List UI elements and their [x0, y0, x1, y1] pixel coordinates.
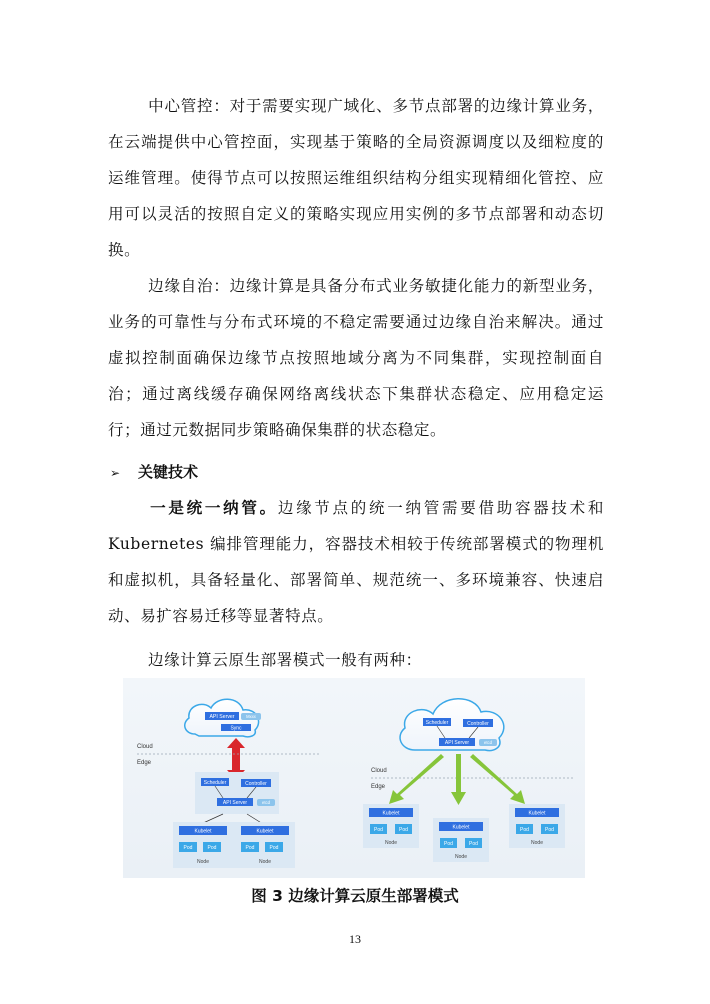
- right-node-1-label: Node: [385, 840, 397, 846]
- left-node-1-kubelet: Kubelet: [194, 828, 212, 835]
- right-zone-cloud-label: Cloud: [371, 768, 387, 774]
- left-node-2-pod-a: Pod: [245, 845, 255, 851]
- left-apiserver-label: API Server: [222, 800, 248, 806]
- left-node-2-pod-b: Pod: [269, 845, 279, 851]
- paragraph-central-control: 中心管控：对于需要实现广域化、多节点部署的边缘计算业务，在云端提供中心管控面，实现基于策略的全局资源调度以及细粒度的运维管理。使得节点可以按照运维组织结构分组实现精细化管控、应用可以灵活的按照自定义的策略实现应用实例的多节点部署和动态切换。: [108, 97, 604, 259]
- right-node-3-kubelet: Kubelet: [528, 810, 546, 817]
- left-node-2-kubelet: Kubelet: [256, 828, 274, 835]
- left-cloud-tag-label: Mxxx: [246, 714, 256, 719]
- right-node-1-pod-b: Pod: [399, 827, 408, 833]
- left-etcd-label: etcd: [262, 800, 270, 805]
- right-node-3: [509, 804, 565, 848]
- right-node-2-kubelet: Kubelet: [452, 824, 470, 831]
- right-node-1-pod-a: Pod: [374, 827, 383, 833]
- right-node-1: [363, 804, 419, 848]
- paragraph-unified-management: [108, 490, 604, 634]
- right-node-2-pod-b: Pod: [469, 841, 478, 847]
- figure-caption: 图 3 边缘计算云原生部署模式: [251, 887, 459, 905]
- left-zone-cloud-label: Cloud: [137, 744, 153, 750]
- left-node-1-pod-a: Pod: [183, 845, 193, 851]
- right-node-1-kubelet: Kubelet: [382, 810, 400, 817]
- left-control-plane: [195, 772, 279, 814]
- left-cloud: [185, 699, 261, 737]
- page-number: 13: [349, 932, 361, 946]
- right-node-2-pod-a: Pod: [444, 841, 453, 847]
- left-node-1: [173, 822, 235, 868]
- left-node-1-label: Node: [197, 859, 209, 865]
- paragraph-intro: 边缘计算云原生部署模式一般有两种：: [148, 651, 422, 669]
- right-green-arrows: [389, 754, 525, 805]
- right-zone-edge-label: Edge: [371, 784, 386, 790]
- right-apiserver-label: API Server: [444, 740, 470, 746]
- right-node-3-label: Node: [531, 840, 543, 846]
- right-controller-label: Controller: [467, 721, 489, 727]
- bullet-label: 关键技术: [138, 463, 199, 481]
- right-cloud: [400, 699, 504, 751]
- right-node-2: [433, 818, 489, 862]
- arrow-bullet-icon: ➢: [110, 466, 121, 480]
- right-node-3-pod-b: Pod: [545, 827, 554, 833]
- deployment-figure: [123, 678, 585, 878]
- left-cloud-sync-label: Sync: [230, 725, 242, 732]
- left-controller-label: Controller: [245, 781, 267, 787]
- right-scheduler-label: Scheduler: [425, 720, 449, 726]
- deployment-diagram: [123, 678, 585, 878]
- lead-text: 一是统一纳管。: [148, 499, 278, 517]
- left-node-2: [235, 822, 295, 868]
- body-text: 边缘节点的统一纳管需要借助容器技术和 Kubernetes 编排管理能力，容器技术相较于传统部署模式的物理机和虚拟机，具备轻量化、部署简单、规范统一、多环境兼容、快速启动、易扩容易迁移等显著特点。: [108, 499, 604, 625]
- right-node-3-pod-a: Pod: [520, 827, 529, 833]
- left-cloud-apiserver-label: API Server: [209, 714, 235, 720]
- right-node-2-label: Node: [455, 854, 467, 860]
- left-node-1-pod-b: Pod: [207, 845, 217, 851]
- section-bullet: [110, 454, 198, 491]
- right-etcd-label: etcd: [484, 740, 492, 745]
- left-zone-edge-label: Edge: [137, 760, 152, 766]
- paragraph-edge-autonomy: 边缘自治：边缘计算是具备分布式业务敏捷化能力的新型业务，业务的可靠性与分布式环境的不稳定需要通过边缘自治来解决。通过虚拟控制面确保边缘节点按照地域分离为不同集群，实现控制面自治；通过离线缓存确保网络离线状态下集群状态稳定、应用稳定运行；通过元数据同步策略确保集群的状态稳定。: [108, 277, 604, 439]
- left-scheduler-label: Scheduler: [203, 780, 227, 786]
- left-node-2-label: Node: [259, 859, 271, 865]
